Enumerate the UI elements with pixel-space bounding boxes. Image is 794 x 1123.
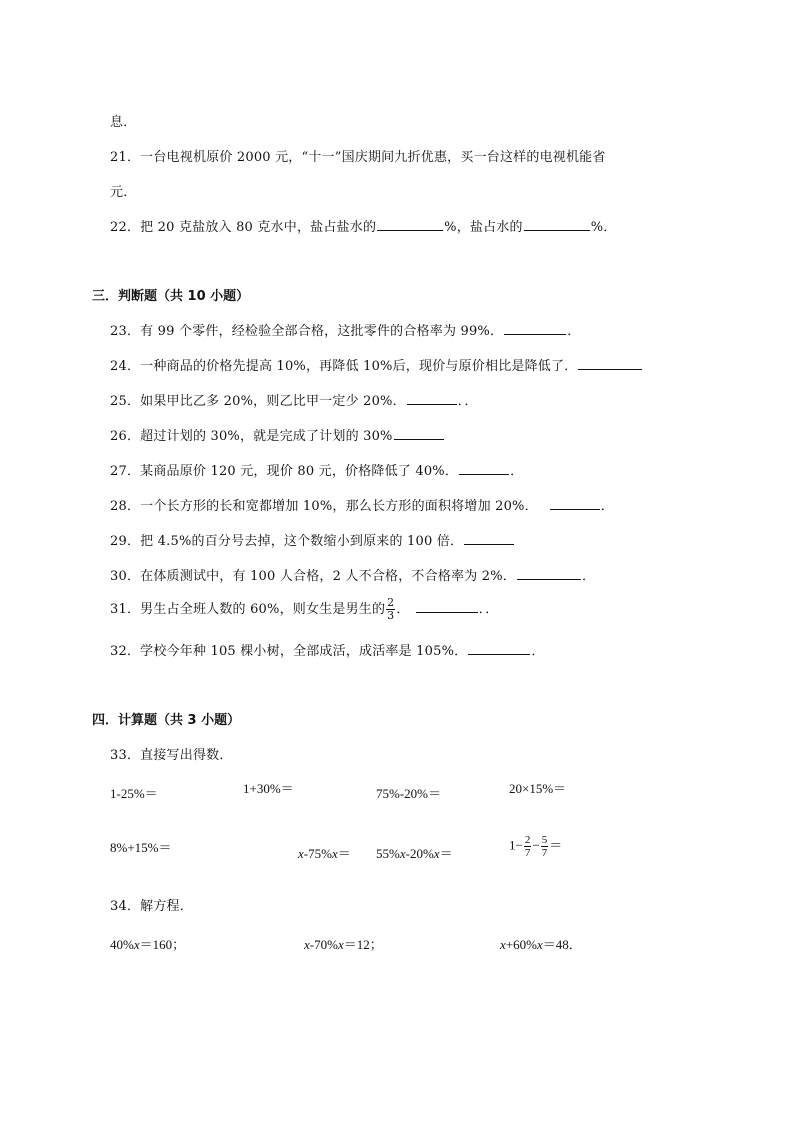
variable: x bbox=[433, 846, 440, 861]
section-3-heading: 三．判断题（共 10 小题） bbox=[92, 289, 250, 304]
fraction-numerator: 2 bbox=[387, 596, 395, 609]
expression-part: 40% bbox=[110, 937, 134, 952]
expression: 8%+15%＝ bbox=[110, 840, 172, 855]
question-text: ． bbox=[396, 602, 410, 617]
question-21-text: 21．一台电视机原价 2000 元，“十一”国庆期间九折优惠，买一台这样的电视机能省 bbox=[110, 150, 606, 165]
answer-blank[interactable] bbox=[524, 218, 590, 231]
question-tail: ．． bbox=[478, 602, 499, 617]
question-22-part2: %，盐占水的 bbox=[444, 220, 523, 235]
expression-part: -20% bbox=[405, 846, 434, 861]
fraction bbox=[541, 834, 549, 859]
question-30 bbox=[110, 565, 595, 584]
question-tail: ． bbox=[567, 324, 581, 339]
question-22 bbox=[110, 216, 616, 235]
expression bbox=[376, 843, 453, 862]
question-tail: ． bbox=[510, 464, 524, 479]
expression-part: 55% bbox=[376, 846, 400, 861]
expression-part: 1− bbox=[509, 837, 523, 853]
fraction-denominator: 7 bbox=[524, 847, 531, 859]
question-25 bbox=[110, 390, 478, 409]
question-text: 23．有 99 个零件，经检验全部合格，这批零件的合格率为 99%． bbox=[110, 324, 504, 339]
answer-blank[interactable] bbox=[550, 497, 600, 510]
question-tail: ． bbox=[531, 644, 545, 659]
answer-blank[interactable] bbox=[464, 532, 514, 545]
answer-blank[interactable] bbox=[459, 462, 509, 475]
question-20-tail: 息． bbox=[110, 115, 137, 130]
question-text: 25．如果甲比乙多 20%，则乙比甲一定少 20%． bbox=[110, 394, 406, 409]
expression bbox=[298, 843, 351, 862]
question-text: 26．超过计划的 30%，就是完成了计划的 30% bbox=[110, 429, 393, 444]
expression-part: ＝12； bbox=[343, 937, 383, 952]
answer-blank[interactable] bbox=[578, 357, 642, 370]
question-text: 32．学校今年种 105 棵小树，全部成活，成活率是 105%． bbox=[110, 644, 468, 659]
expression-part: ＝160； bbox=[139, 937, 186, 952]
question-text: 29．把 4.5%的百分号去掉，这个数缩小到原来的 100 倍． bbox=[110, 534, 464, 549]
fraction bbox=[386, 597, 395, 622]
question-23 bbox=[110, 320, 580, 339]
question-29 bbox=[110, 530, 515, 549]
variable: x bbox=[298, 846, 304, 861]
answer-blank[interactable] bbox=[407, 392, 457, 405]
question-24 bbox=[110, 355, 643, 374]
expression-part: ＝48． bbox=[542, 937, 582, 952]
variable: x bbox=[133, 937, 140, 952]
question-text: 31．男生占全班人数的 60%，则女生是男生的 bbox=[110, 602, 386, 617]
question-text: 30．在体质测试中，有 100 人合格，2 人不合格，不合格率为 2%． bbox=[110, 569, 516, 584]
answer-blank[interactable] bbox=[394, 427, 444, 440]
question-tail: ．． bbox=[457, 394, 478, 409]
expression: 1+30%＝ bbox=[243, 781, 294, 796]
question-22-part3: %． bbox=[590, 220, 617, 235]
expression: 20×15%＝ bbox=[509, 781, 567, 796]
variable: x bbox=[399, 846, 406, 861]
equation bbox=[304, 934, 383, 953]
question-tail: ． bbox=[581, 569, 596, 584]
fraction-numerator: 2 bbox=[524, 834, 531, 846]
question-31 bbox=[110, 597, 498, 622]
variable: x bbox=[337, 937, 344, 952]
variable: x bbox=[304, 937, 310, 952]
expression-part: ＝ bbox=[549, 837, 563, 853]
question-21-tail: 元． bbox=[110, 185, 137, 200]
question-text: 28．一个长方形的长和宽都增加 10%，那么长方形的面积将增加 20%． bbox=[110, 499, 538, 514]
expression-part: -75% bbox=[303, 846, 332, 861]
question-22-part1: 22．把 20 克盐放入 80 克水中，盐占盐水的 bbox=[110, 220, 377, 235]
equation bbox=[110, 934, 185, 953]
expression-fraction-subtraction bbox=[509, 834, 562, 859]
answer-blank[interactable] bbox=[416, 600, 478, 613]
expression-part: -70% bbox=[309, 937, 338, 952]
fraction-denominator: 7 bbox=[541, 847, 548, 859]
question-28 bbox=[110, 495, 614, 514]
answer-blank[interactable] bbox=[377, 218, 443, 231]
variable: x bbox=[536, 937, 543, 952]
expression-part: ＝ bbox=[337, 846, 351, 861]
fraction-numerator: 5 bbox=[541, 834, 548, 846]
variable: x bbox=[331, 846, 338, 861]
expression: 1-25%＝ bbox=[110, 786, 158, 801]
question-32 bbox=[110, 640, 545, 659]
question-text: 27．某商品原价 120 元，现价 80 元，价格降低了 40%． bbox=[110, 464, 459, 479]
equation bbox=[500, 934, 582, 953]
answer-blank[interactable] bbox=[504, 322, 566, 335]
question-33-title: 33．直接写出得数． bbox=[110, 748, 233, 763]
answer-blank[interactable] bbox=[468, 642, 530, 655]
expression: 75%-20%＝ bbox=[376, 786, 441, 801]
expression-part: +60% bbox=[505, 937, 537, 952]
section-4-heading: 四．计算题（共 3 小题） bbox=[92, 713, 241, 728]
fraction bbox=[524, 834, 532, 859]
answer-blank[interactable] bbox=[517, 567, 581, 580]
fraction-denominator: 3 bbox=[387, 609, 395, 622]
question-tail: ． bbox=[600, 499, 614, 514]
question-34-title: 34．解方程． bbox=[110, 899, 193, 914]
variable: x bbox=[500, 937, 506, 952]
question-26 bbox=[110, 425, 445, 444]
expression-part: ＝ bbox=[439, 846, 453, 861]
question-text: 24．一种商品的价格先提高 10%，再降低 10%后，现价与原价相比是降低了． bbox=[110, 359, 578, 374]
question-27 bbox=[110, 460, 523, 479]
expression-part: − bbox=[532, 837, 540, 853]
